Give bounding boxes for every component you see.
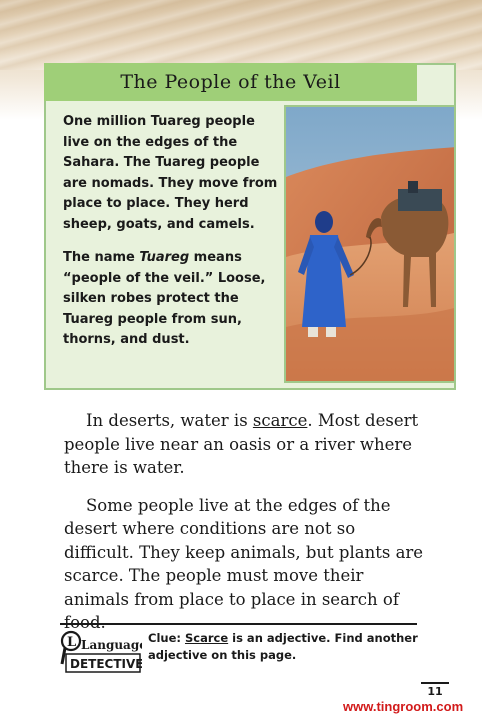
sidebar-text <box>63 112 278 364</box>
sidebar-title-bar <box>44 63 417 101</box>
sidebar-paragraph-2: The name Tuareg means “people of the veil.” Loose, silken robes protect the Tuareg people from sun, thorns, and dust. <box>63 250 266 347</box>
clue-divider <box>60 623 417 625</box>
body-paragraph-1: In deserts, water is scarce. Most desert people live near an oasis or a river where there is water. <box>64 411 419 477</box>
tuareg-photo <box>284 105 456 383</box>
main-text <box>64 409 424 649</box>
svg-text:L: L <box>67 635 77 650</box>
keyword-nomads: nomads <box>91 175 150 191</box>
vocab-word-scarce: scarce <box>252 411 308 430</box>
logo-word-detective: DETECTIVE <box>70 657 142 671</box>
logo-word-language: Language <box>81 638 142 652</box>
language-detective-logo <box>60 628 142 676</box>
clue-text: Clue: Scarce is an adjective. Find another adjective on this page. <box>148 631 418 662</box>
sand-ripples <box>0 0 482 70</box>
clue-word: Scarce <box>184 631 229 645</box>
watermark: www.tingroom.com <box>343 699 464 714</box>
clue-label: Clue <box>148 631 177 645</box>
body-paragraph-2: Some people live at the edges of the desert where conditions are not so difficult. They keep animals, but plants are scarce. The people must move their animals from place to place in search of <box>64 495 424 609</box>
word-tuareg: Tuareg <box>139 250 190 265</box>
sidebar-paragraph-1: One million Tuareg people live on the edges of the Sahara. The Tuareg people are nomads. They move from place to place. They herd sheep, goats, and camels. <box>63 114 278 232</box>
page-number: 11 <box>427 685 443 698</box>
page-number-rule <box>421 682 449 684</box>
sidebar-title: The People of the Veil <box>120 71 341 93</box>
